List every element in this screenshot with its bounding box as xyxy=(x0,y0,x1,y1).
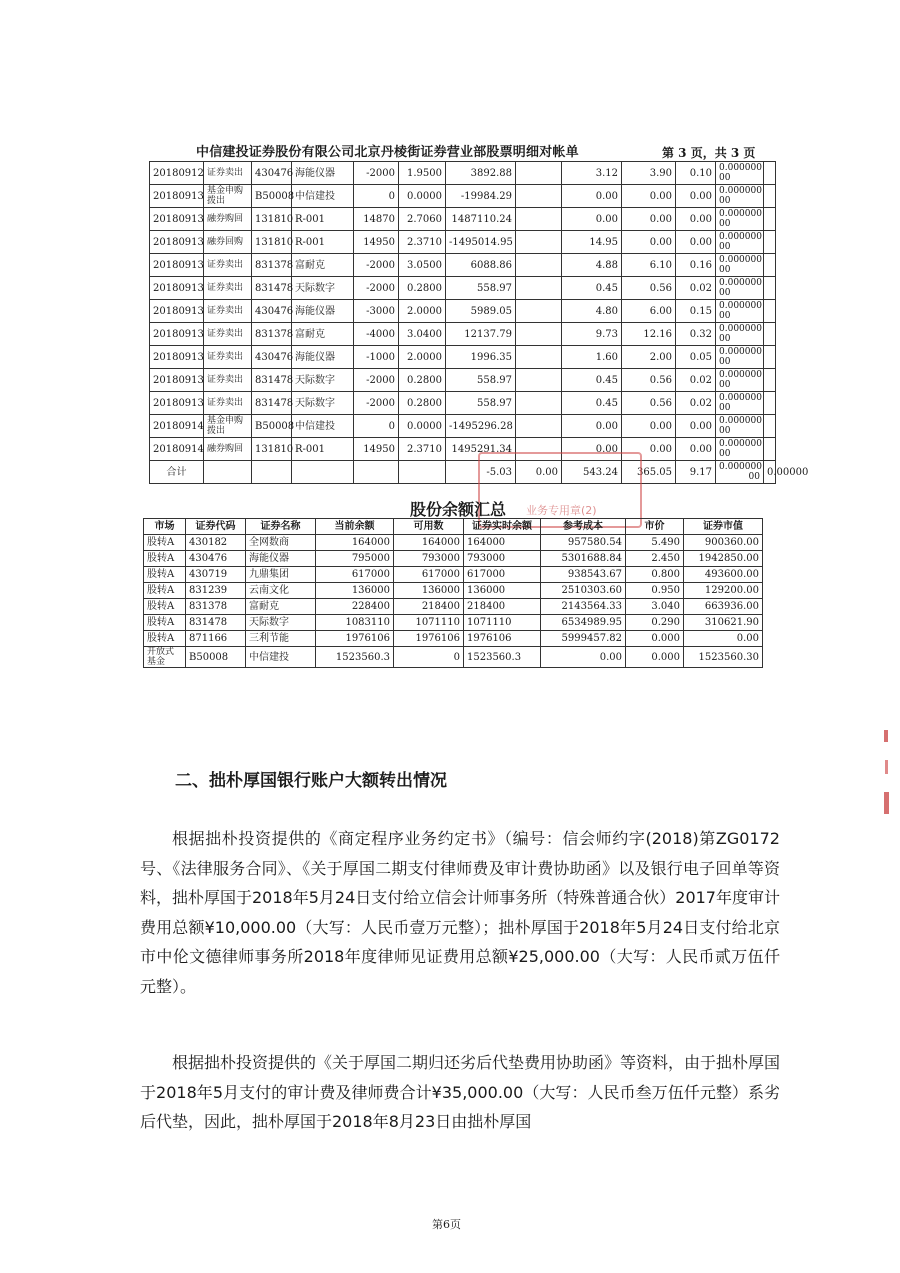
cell-date: 20180913 xyxy=(150,254,204,277)
cell-code: 430476 xyxy=(252,300,292,323)
holding-cell: 中信建投 xyxy=(246,647,316,668)
cell-c8 xyxy=(516,254,562,277)
transaction-row xyxy=(150,346,776,369)
cell-amount: -1495014.95 xyxy=(446,231,516,254)
paragraph-1: 根据拙朴投资提供的《商定程序业务约定书》（编号：信会师约字(2018)第ZG0172号、《法律服务合同》、《关于厚国二期支付律师费及审计费协助函》以及银行电子回单等资料，拙朴厚国于2018年5月24日支付给立信会计师事务所（特殊普通合伙）2017年度审计费用总额¥10,000.00（大写：人民币壹万元整）；拙朴厚国于2018年5月24日支付给北京市中伦文德律师事务所2018年度律师见证费用总额¥25,000.00（大写：人民币贰万伍仟元整）。 xyxy=(140,829,780,996)
cell-amount: 12137.79 xyxy=(446,323,516,346)
cell-c11: 0.00 xyxy=(676,415,716,438)
cell-qty: 14950 xyxy=(354,438,399,461)
cell-c11: 0.02 xyxy=(676,392,716,415)
summary-header: 证券代码 xyxy=(186,519,246,535)
cell-biz: 基金申购拨出 xyxy=(204,185,252,208)
stamp-text: 业务专用章(2) xyxy=(526,504,597,517)
holding-cell: 617000 xyxy=(316,567,394,583)
cell-c11: 0.00 xyxy=(676,231,716,254)
transaction-row xyxy=(150,415,776,438)
cell-date: 20180913 xyxy=(150,323,204,346)
total-c12: 0.000000 00 xyxy=(716,461,764,484)
cell-c12: 0.000000 00 xyxy=(716,185,764,208)
holding-cell: 795000 xyxy=(316,551,394,567)
cell-date: 20180913 xyxy=(150,300,204,323)
holding-cell: 129200.00 xyxy=(684,583,763,599)
cell-c8 xyxy=(516,277,562,300)
transaction-row xyxy=(150,323,776,346)
cell-name: 天际数字 xyxy=(292,277,354,300)
holding-row xyxy=(144,599,763,615)
holding-cell: 2.450 xyxy=(626,551,684,567)
holding-cell: 股转A xyxy=(144,631,186,647)
cell-name: 富耐克 xyxy=(292,254,354,277)
cell-biz: 融券购回 xyxy=(204,438,252,461)
cell-code: 831478 xyxy=(252,277,292,300)
cell-qty: -1000 xyxy=(354,346,399,369)
cell-code: 430476 xyxy=(252,162,292,185)
cell-amount: 1495291.34 xyxy=(446,438,516,461)
cell-price: 2.3710 xyxy=(399,231,446,254)
holding-cell: 228400 xyxy=(316,599,394,615)
holding-cell: 5301688.84 xyxy=(541,551,626,567)
cell-c8 xyxy=(516,231,562,254)
cell-c9: 1.60 xyxy=(562,346,622,369)
cell-code: 831378 xyxy=(252,254,292,277)
cell-code: 831378 xyxy=(252,323,292,346)
holding-cell: 股转A xyxy=(144,535,186,551)
cell-c8 xyxy=(516,369,562,392)
holding-row xyxy=(144,567,763,583)
holding-cell: 0 xyxy=(394,647,464,668)
cell-c9: 3.12 xyxy=(562,162,622,185)
holding-cell: 1083110 xyxy=(316,615,394,631)
cell-biz: 融券购回 xyxy=(204,208,252,231)
summary-header: 市场 xyxy=(144,519,186,535)
cell-c11: 0.00 xyxy=(676,185,716,208)
cell-code: 131810 xyxy=(252,438,292,461)
summary-header: 可用数 xyxy=(394,519,464,535)
statement-title: 中信建投证券股份有限公司北京丹棱街证券营业部股票明细对帐单 xyxy=(196,145,579,160)
holding-cell: 900360.00 xyxy=(684,535,763,551)
transaction-row xyxy=(150,277,776,300)
transaction-row xyxy=(150,438,776,461)
cell-biz: 证券卖出 xyxy=(204,254,252,277)
holding-cell: 871166 xyxy=(186,631,246,647)
holding-cell: B50008 xyxy=(186,647,246,668)
total-c13: 0.00000 xyxy=(764,461,776,484)
cell-name: 天际数字 xyxy=(292,392,354,415)
page-number: 第6页 xyxy=(432,1218,461,1231)
cell-c10: 0.56 xyxy=(622,277,676,300)
cell-price: 2.0000 xyxy=(399,346,446,369)
holding-cell: 136000 xyxy=(464,583,541,599)
cell-c11: 0.32 xyxy=(676,323,716,346)
paragraph-2: 根据拙朴投资提供的《关于厚国二期归还劣后代垫费用协助函》等资料，由于拙朴厚国于2018年5月支付的审计费及律师费合计¥35,000.00（大写：人民币叁万伍仟元整）系劣后代垫，因此，拙朴厚国于2018年8月23日由拙朴厚国 xyxy=(140,1053,781,1131)
cell-date: 20180913 xyxy=(150,231,204,254)
cell-biz: 证券卖出 xyxy=(204,369,252,392)
cell-price: 0.0000 xyxy=(399,185,446,208)
cell-c11: 0.16 xyxy=(676,254,716,277)
total-amount: -5.03 xyxy=(446,461,516,484)
cell-c8 xyxy=(516,415,562,438)
cell-code: 430476 xyxy=(252,346,292,369)
holding-cell: 三利节能 xyxy=(246,631,316,647)
cell-c9: 0.45 xyxy=(562,277,622,300)
cell-price: 0.2800 xyxy=(399,369,446,392)
cell-price: 2.3710 xyxy=(399,438,446,461)
cell-biz: 证券卖出 xyxy=(204,392,252,415)
total-row xyxy=(150,461,776,484)
cell-qty: 0 xyxy=(354,415,399,438)
holding-cell: 1523560.30 xyxy=(684,647,763,668)
cell-amount: 1996.35 xyxy=(446,346,516,369)
cell-qty: -2000 xyxy=(354,162,399,185)
holding-cell: 1976106 xyxy=(394,631,464,647)
cell-name: 海能仪器 xyxy=(292,162,354,185)
cell-c10: 3.90 xyxy=(622,162,676,185)
holding-cell: 0.800 xyxy=(626,567,684,583)
cell-name: R-001 xyxy=(292,231,354,254)
cell-date: 20180913 xyxy=(150,346,204,369)
holding-row xyxy=(144,631,763,647)
cell-price: 2.0000 xyxy=(399,300,446,323)
section-heading: 二、拙朴厚国银行账户大额转出情况 xyxy=(175,771,447,791)
holding-cell: 0.00 xyxy=(684,631,763,647)
holding-cell: 0.00 xyxy=(541,647,626,668)
total-c10: 365.05 xyxy=(622,461,676,484)
cell-price: 0.0000 xyxy=(399,415,446,438)
cell-c12: 0.000000 00 xyxy=(716,300,764,323)
cell-price: 2.7060 xyxy=(399,208,446,231)
cell-qty: -2000 xyxy=(354,392,399,415)
holding-cell: 6534989.95 xyxy=(541,615,626,631)
cell-code: B50008 xyxy=(252,415,292,438)
cell-c10: 6.00 xyxy=(622,300,676,323)
cell-c8 xyxy=(516,323,562,346)
transaction-row xyxy=(150,369,776,392)
holding-cell: 全网数商 xyxy=(246,535,316,551)
holding-cell: 海能仪器 xyxy=(246,551,316,567)
holding-cell: 663936.00 xyxy=(684,599,763,615)
holding-row xyxy=(144,583,763,599)
cell-name: 中信建投 xyxy=(292,185,354,208)
cell-c12: 0.000000 00 xyxy=(716,392,764,415)
cell-name: 中信建投 xyxy=(292,415,354,438)
summary-header: 参考成本 xyxy=(541,519,626,535)
cell-c10: 0.00 xyxy=(622,415,676,438)
cell-c9: 9.73 xyxy=(562,323,622,346)
cell-price: 0.2800 xyxy=(399,392,446,415)
cell-code: 131810 xyxy=(252,208,292,231)
cell-amount: 1487110.24 xyxy=(446,208,516,231)
holding-cell: 天际数字 xyxy=(246,615,316,631)
holding-cell: 831378 xyxy=(186,599,246,615)
cell-c11: 0.15 xyxy=(676,300,716,323)
cell-amount: 5989.05 xyxy=(446,300,516,323)
holding-cell: 0.000 xyxy=(626,631,684,647)
total-c11: 9.17 xyxy=(676,461,716,484)
transaction-row xyxy=(150,231,776,254)
cell-c8 xyxy=(516,300,562,323)
cell-c10: 0.56 xyxy=(622,369,676,392)
cell-c12: 0.000000 00 xyxy=(716,208,764,231)
cell-code: B50008 xyxy=(252,185,292,208)
cell-qty: 14950 xyxy=(354,231,399,254)
cell-c10: 0.00 xyxy=(622,185,676,208)
cell-c9: 14.95 xyxy=(562,231,622,254)
cell-biz: 证券卖出 xyxy=(204,323,252,346)
cell-name: 天际数字 xyxy=(292,369,354,392)
holding-cell: 股转A xyxy=(144,599,186,615)
cell-date: 20180913 xyxy=(150,208,204,231)
cell-biz: 基金申购拨出 xyxy=(204,415,252,438)
holding-cell: 富耐克 xyxy=(246,599,316,615)
cell-qty: 14870 xyxy=(354,208,399,231)
statement-page-indicator: 第 3 页，共 3 页 xyxy=(662,146,756,160)
cell-c11: 0.00 xyxy=(676,438,716,461)
holding-cell: 九鼎集团 xyxy=(246,567,316,583)
holding-row xyxy=(144,647,763,668)
cell-price: 0.2800 xyxy=(399,277,446,300)
cell-amount: 558.97 xyxy=(446,277,516,300)
cell-amount: 558.97 xyxy=(446,392,516,415)
holding-cell: 1976106 xyxy=(316,631,394,647)
cell-name: R-001 xyxy=(292,208,354,231)
holding-cell: 218400 xyxy=(464,599,541,615)
cell-c9: 4.80 xyxy=(562,300,622,323)
holding-cell: 430719 xyxy=(186,567,246,583)
holding-row xyxy=(144,535,763,551)
cell-c12: 0.000000 00 xyxy=(716,415,764,438)
holding-cell: 218400 xyxy=(394,599,464,615)
holding-row xyxy=(144,551,763,567)
cell-c12: 0.000000 00 xyxy=(716,369,764,392)
holding-cell: 1071110 xyxy=(464,615,541,631)
cell-c11: 0.02 xyxy=(676,277,716,300)
holding-cell: 0.290 xyxy=(626,615,684,631)
transaction-row xyxy=(150,300,776,323)
cell-c9: 0.00 xyxy=(562,415,622,438)
holding-cell: 430476 xyxy=(186,551,246,567)
holding-cell: 831478 xyxy=(186,615,246,631)
cell-amount: 558.97 xyxy=(446,369,516,392)
holding-cell: 0.000 xyxy=(626,647,684,668)
cell-c11: 0.05 xyxy=(676,346,716,369)
holding-cell: 164000 xyxy=(464,535,541,551)
cell-amount: -1495296.28 xyxy=(446,415,516,438)
holding-cell: 开放式基金 xyxy=(144,647,186,668)
holding-cell: 股转A xyxy=(144,583,186,599)
cell-qty: -4000 xyxy=(354,323,399,346)
holding-cell: 云南文化 xyxy=(246,583,316,599)
cell-biz: 证券卖出 xyxy=(204,346,252,369)
cell-amount: -19984.29 xyxy=(446,185,516,208)
cell-c9: 0.00 xyxy=(562,185,622,208)
cell-qty: 0 xyxy=(354,185,399,208)
summary-header: 市价 xyxy=(626,519,684,535)
cell-amount: 3892.88 xyxy=(446,162,516,185)
cell-name: 海能仪器 xyxy=(292,346,354,369)
cell-name: 海能仪器 xyxy=(292,300,354,323)
cell-biz: 证券卖出 xyxy=(204,277,252,300)
cell-qty: -2000 xyxy=(354,277,399,300)
summary-header: 当前余额 xyxy=(316,519,394,535)
cell-c12: 0.000000 00 xyxy=(716,438,764,461)
cell-date: 20180912 xyxy=(150,162,204,185)
holdings-summary-table xyxy=(143,518,763,668)
holding-cell: 793000 xyxy=(394,551,464,567)
holding-row xyxy=(144,615,763,631)
transaction-row xyxy=(150,208,776,231)
cell-price: 3.0500 xyxy=(399,254,446,277)
transaction-table xyxy=(149,161,809,484)
summary-header: 证券市值 xyxy=(684,519,763,535)
cell-date: 20180913 xyxy=(150,369,204,392)
total-c8: 0.00 xyxy=(516,461,562,484)
cell-c10: 0.00 xyxy=(622,438,676,461)
cell-c9: 0.45 xyxy=(562,392,622,415)
cell-c10: 12.16 xyxy=(622,323,676,346)
transaction-row xyxy=(150,162,776,185)
cell-biz: 证券卖出 xyxy=(204,300,252,323)
cell-date: 20180914 xyxy=(150,438,204,461)
cell-amount: 6088.86 xyxy=(446,254,516,277)
cell-c11: 0.10 xyxy=(676,162,716,185)
cell-c8 xyxy=(516,208,562,231)
holding-cell: 938543.67 xyxy=(541,567,626,583)
cell-price: 3.0400 xyxy=(399,323,446,346)
holding-cell: 5.490 xyxy=(626,535,684,551)
cell-c12: 0.000000 00 xyxy=(716,254,764,277)
cell-price: 1.9500 xyxy=(399,162,446,185)
holding-cell: 股转A xyxy=(144,551,186,567)
holding-cell: 493600.00 xyxy=(684,567,763,583)
cell-c10: 0.00 xyxy=(622,208,676,231)
cell-c9: 0.00 xyxy=(562,208,622,231)
cell-code: 831478 xyxy=(252,392,292,415)
binding-stamp-mark xyxy=(882,730,892,820)
holding-cell: 310621.90 xyxy=(684,615,763,631)
cell-c12: 0.000000 00 xyxy=(716,323,764,346)
holding-cell: 5999457.82 xyxy=(541,631,626,647)
holding-cell: 136000 xyxy=(394,583,464,599)
cell-qty: -3000 xyxy=(354,300,399,323)
cell-c10: 2.00 xyxy=(622,346,676,369)
cell-biz: 融券回购 xyxy=(204,231,252,254)
holding-cell: 股转A xyxy=(144,567,186,583)
cell-date: 20180914 xyxy=(150,415,204,438)
holding-cell: 136000 xyxy=(316,583,394,599)
cell-c8 xyxy=(516,162,562,185)
cell-c10: 0.00 xyxy=(622,231,676,254)
transaction-row xyxy=(150,254,776,277)
cell-code: 131810 xyxy=(252,231,292,254)
cell-c8 xyxy=(516,346,562,369)
cell-c12: 0.000000 00 xyxy=(716,346,764,369)
cell-c12: 0.000000 00 xyxy=(716,162,764,185)
cell-c10: 0.56 xyxy=(622,392,676,415)
holding-cell: 831239 xyxy=(186,583,246,599)
summary-header: 证券实时余额 xyxy=(464,519,541,535)
cell-name: 富耐克 xyxy=(292,323,354,346)
holding-cell: 2143564.33 xyxy=(541,599,626,615)
cell-c12: 0.000000 00 xyxy=(716,277,764,300)
cell-date: 20180913 xyxy=(150,392,204,415)
total-label: 合计 xyxy=(150,461,204,484)
cell-date: 20180913 xyxy=(150,277,204,300)
holding-cell: 1523560.3 xyxy=(464,647,541,668)
holding-cell: 1942850.00 xyxy=(684,551,763,567)
summary-title: 股份余额汇总 xyxy=(410,500,507,519)
holding-cell: 793000 xyxy=(464,551,541,567)
total-c9: 543.24 xyxy=(562,461,622,484)
cell-c11: 0.00 xyxy=(676,208,716,231)
summary-header: 证券名称 xyxy=(246,519,316,535)
holding-cell: 164000 xyxy=(394,535,464,551)
cell-c9: 0.45 xyxy=(562,369,622,392)
cell-biz: 证券卖出 xyxy=(204,162,252,185)
transaction-row xyxy=(150,392,776,415)
cell-qty: -2000 xyxy=(354,369,399,392)
cell-qty: -2000 xyxy=(354,254,399,277)
holding-cell: 2510303.60 xyxy=(541,583,626,599)
cell-c11: 0.02 xyxy=(676,369,716,392)
holding-cell: 3.040 xyxy=(626,599,684,615)
cell-c8 xyxy=(516,392,562,415)
holding-cell: 1976106 xyxy=(464,631,541,647)
holding-cell: 957580.54 xyxy=(541,535,626,551)
holding-cell: 1071110 xyxy=(394,615,464,631)
holding-cell: 股转A xyxy=(144,615,186,631)
cell-c9: 4.88 xyxy=(562,254,622,277)
holding-cell: 164000 xyxy=(316,535,394,551)
holding-cell: 617000 xyxy=(464,567,541,583)
holding-cell: 430182 xyxy=(186,535,246,551)
cell-name: R-001 xyxy=(292,438,354,461)
cell-c9: 0.00 xyxy=(562,438,622,461)
transaction-row xyxy=(150,185,776,208)
holding-cell: 617000 xyxy=(394,567,464,583)
cell-c8 xyxy=(516,185,562,208)
holding-cell: 0.950 xyxy=(626,583,684,599)
holding-cell: 1523560.3 xyxy=(316,647,394,668)
cell-date: 20180913 xyxy=(150,185,204,208)
cell-code: 831478 xyxy=(252,369,292,392)
cell-c12: 0.000000 00 xyxy=(716,231,764,254)
cell-c10: 6.10 xyxy=(622,254,676,277)
